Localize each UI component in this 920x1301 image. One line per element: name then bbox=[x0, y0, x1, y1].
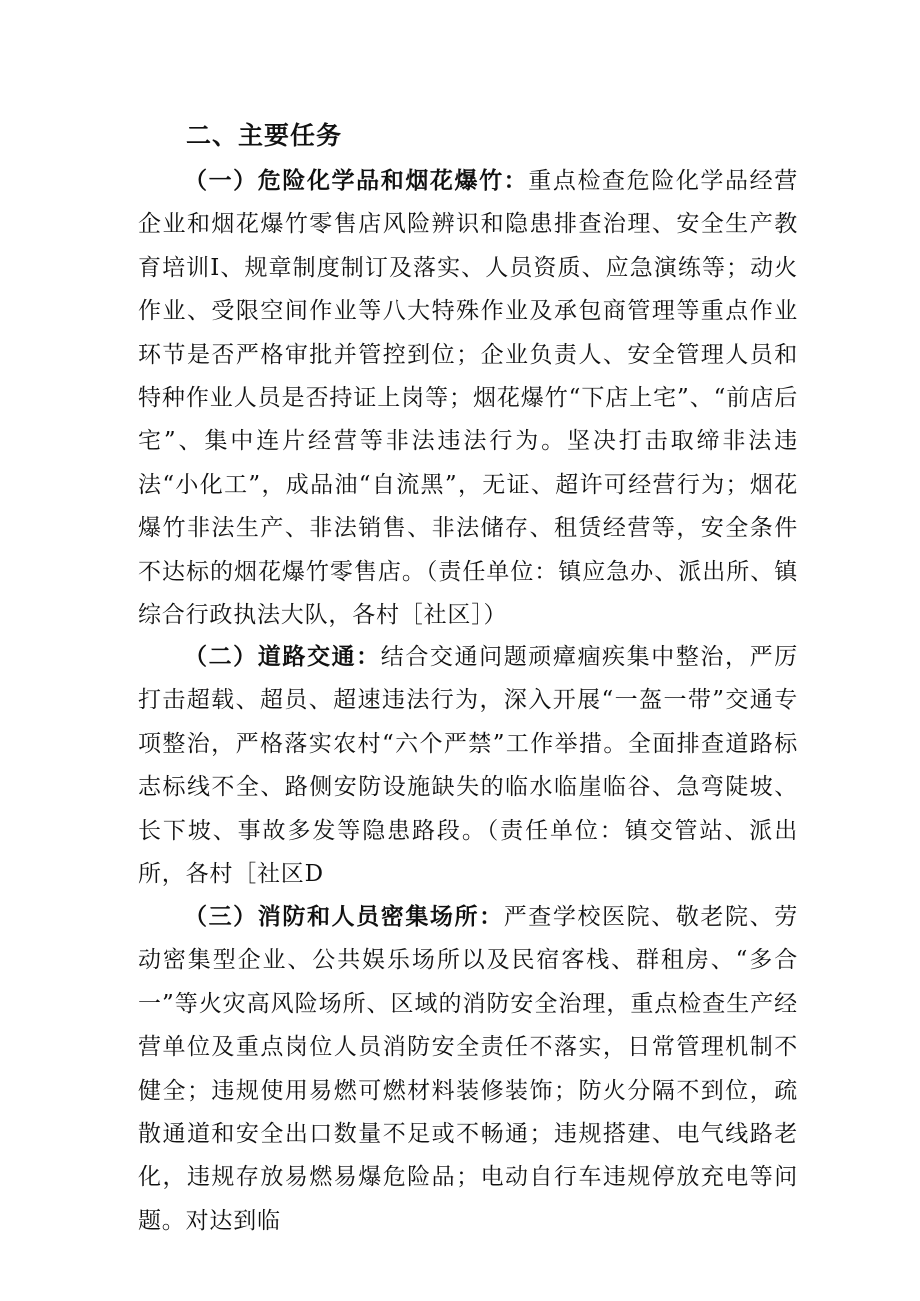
paragraph-hazardous-chemicals bbox=[138, 160, 798, 637]
paragraph-lead: （一）危险化学品和烟花爆竹： bbox=[184, 168, 529, 194]
paragraph-road-traffic bbox=[138, 636, 798, 896]
paragraph-body: 严查学校医院、敬老院、劳动密集型企业、公共娱乐场所以及民宿客栈、群租房、“多合一”等火灾高风险场所、区域的消防安全治理，重点检查生产经营单位及重点岗位人员消防安全责任不落实，日常管理机制不健全；违规使用易燃可燃材料装修装饰；防火分隔不到位，疏散通道和安全出口数量不足或不畅通；违规搭建、电气线路老化，违规存放易燃易爆危险品；电动自行车违规停放充电等问题。对达到临 bbox=[138, 904, 798, 1234]
paragraph-body: 重点检查危险化学品经营企业和烟花爆竹零售店风险辨识和隐患排查治理、安全生产教育培训I、规章制度制订及落实、人员资质、应急演练等；动火作业、受限空间作业等八大特殊作业及承包商管理等重点作业环节是否严格审批并管控到位；企业负责人、安全管理人员和特种作业人员是否持证上岗等；烟花爆竹“下店上宅”、“前店后宅”、集中连片经营等非法违法行为。坚决打击取缔非法违法“小化工”，成品油“自流黑”，无证、超许可经营行为；烟花爆竹非法生产、非法销售、非法储存、租赁经营等，安全条件不达标的烟花爆竹零售店。（责任单位：镇应急办、派出所、镇综合行政执法大队，各村［社区］） bbox=[138, 168, 798, 629]
paragraph-fire-safety bbox=[138, 896, 798, 1243]
section-heading: 二、主要任务 bbox=[186, 121, 343, 150]
paragraph-lead: （二）道路交通： bbox=[184, 644, 381, 670]
paragraph-lead: （三）消防和人员密集场所： bbox=[184, 904, 504, 930]
paragraph-body: 结合交通问题顽瘴痼疾集中整治，严厉打击超载、超员、超速违法行为，深入开展“一盔一带”交通专项整治，严格落实农村“六个严禁”工作举措。全面排查道路标志标线不全、路侧安防设施缺失的临水临崖临谷、急弯陡坡、长下坡、事故多发等隐患路段。（责任单位：镇交管站、派出所，各村［社区D bbox=[138, 644, 798, 888]
